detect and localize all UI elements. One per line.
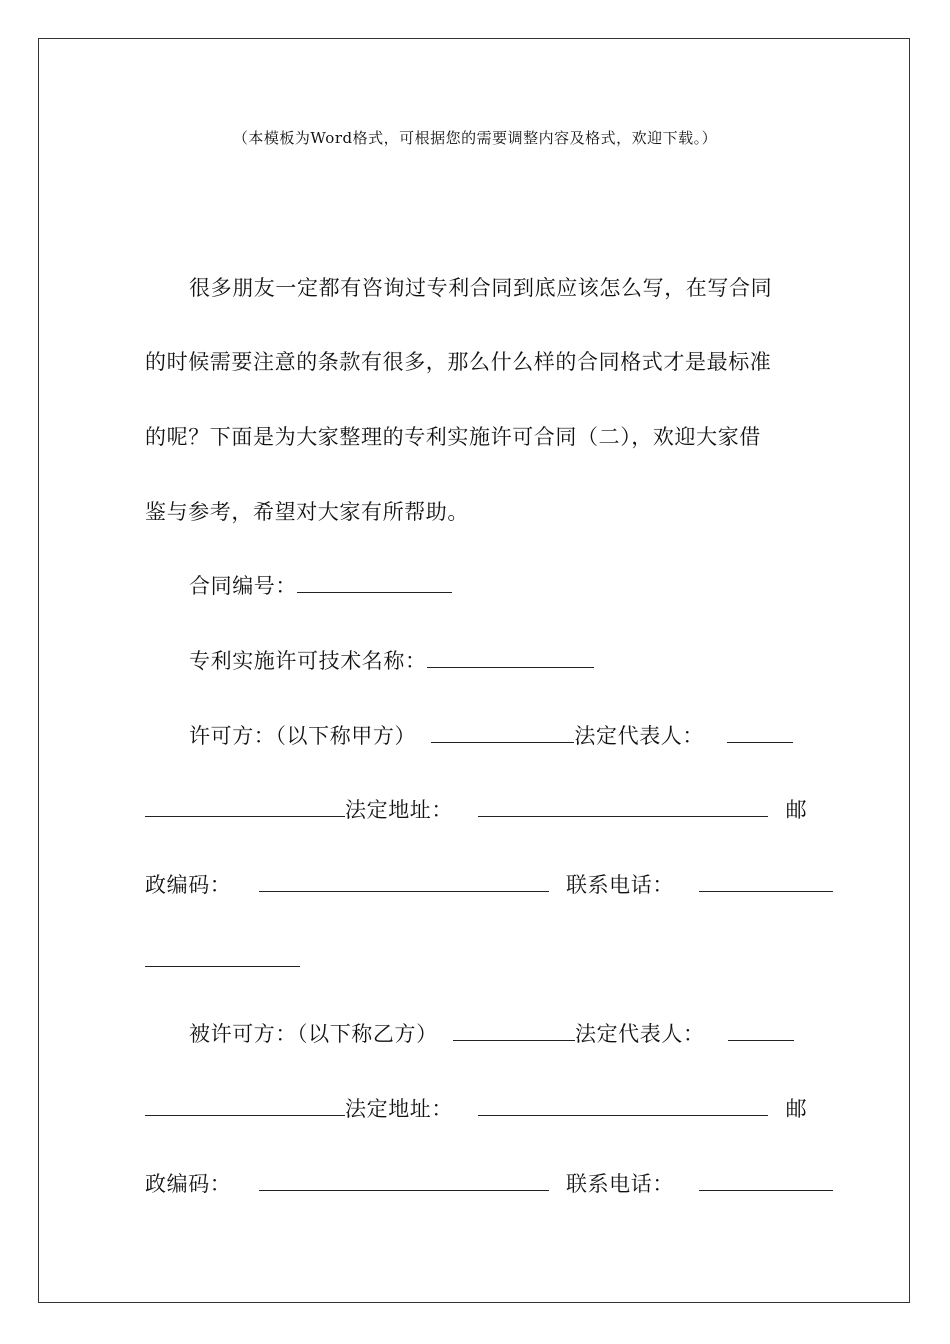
licensee-address-label: 法定地址： [345,1097,453,1121]
licensor-phone-continue-blank[interactable] [145,948,300,967]
licensee-phone-blank[interactable] [699,1172,833,1191]
licensee-postal-label: 政编码： [145,1172,232,1196]
contract-number-blank[interactable] [297,574,452,593]
tech-name-label: 专利实施许可技术名称： [189,649,427,673]
licensee-postal-blank[interactable] [259,1172,549,1191]
licensee-label: 被许可方：（以下称乙方） [189,1022,438,1046]
licensee-legal-rep-blank[interactable] [728,1022,794,1041]
intro-line-4: 鉴与参考，希望对大家有所帮助。 [145,500,469,524]
licensor-postal-row [145,871,805,899]
licensor-legal-rep-blank[interactable] [727,724,793,743]
licensee-row [145,1020,849,1048]
licensee-legal-rep-label: 法定代表人： [574,1022,705,1046]
intro-line-1: 很多朋友一定都有咨询过专利合同到底应该怎么写，在写合同 [189,276,773,300]
licensee-rep-continue-blank[interactable] [145,1097,345,1116]
licensor-label: 许可方：（以下称甲方） [189,724,417,748]
intro-line-3: 的呢？下面是为大家整理的专利实施许可合同（二），欢迎大家借 [145,425,761,449]
licensor-address-blank[interactable] [478,798,768,817]
intro-line-2: 的时候需要注意的条款有很多，那么什么样的合同格式才是最标准 [145,350,772,374]
tech-name-blank[interactable] [427,649,594,668]
licensor-phone-continue-row [145,946,805,974]
licensee-address-blank[interactable] [478,1097,768,1116]
template-note: （本模板为Word格式，可根据您的需要调整内容及格式，欢迎下载。） [232,129,718,147]
licensee-postal-row [145,1170,805,1198]
licensor-phone-blank[interactable] [699,873,833,892]
licensor-postal-blank[interactable] [259,873,549,892]
licensor-rep-continue-blank[interactable] [145,798,345,817]
licensor-name-blank[interactable] [431,724,574,743]
licensee-address-row [145,1095,808,1123]
licensor-legal-rep-label: 法定代表人： [574,724,704,748]
contract-number-row [145,572,849,600]
licensor-postal-label: 政编码： [145,873,232,897]
licensor-postal-prefix: 邮 [785,798,808,822]
tech-name-row [145,647,849,675]
licensor-phone-label: 联系电话： [565,873,674,897]
licensor-address-row [145,796,808,824]
licensor-row [145,722,849,750]
licensee-name-blank[interactable] [453,1022,575,1041]
licensor-address-label: 法定地址： [345,798,453,822]
licensee-phone-label: 联系电话： [565,1172,674,1196]
contract-number-label: 合同编号： [189,574,297,598]
licensee-postal-prefix: 邮 [785,1097,808,1121]
